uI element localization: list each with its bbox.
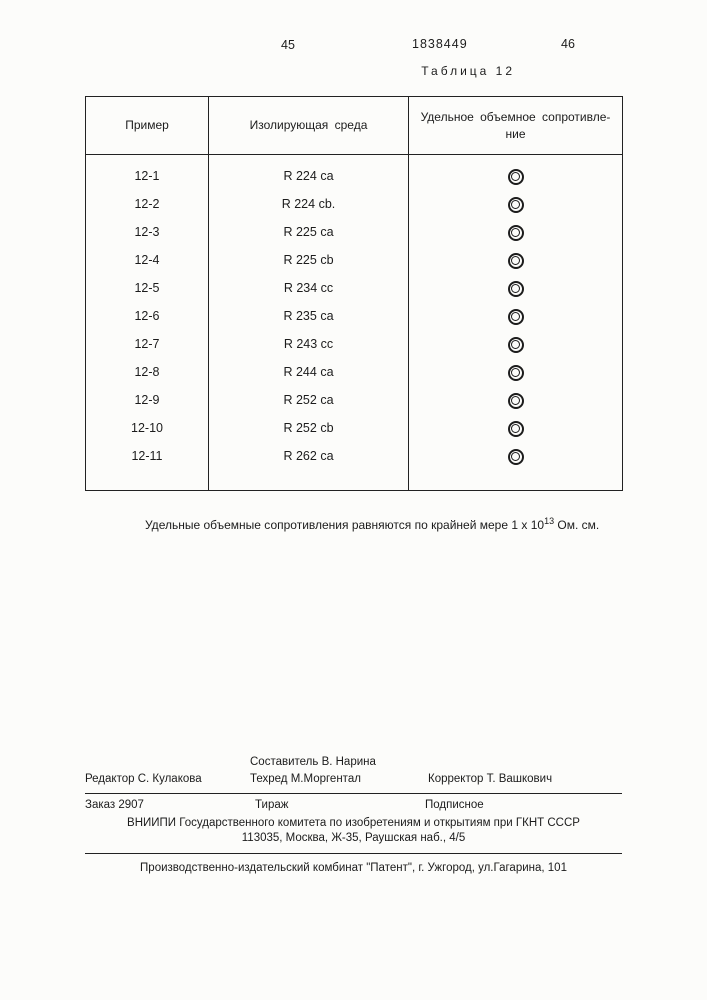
- table-row: [86, 387, 623, 415]
- resistance-cell: [409, 191, 623, 219]
- resistance-cell: [409, 359, 623, 387]
- resistance-cell: [409, 387, 623, 415]
- table-row: [86, 219, 623, 247]
- resistance-cell: [409, 443, 623, 491]
- medium-cell: R 243 cc: [209, 331, 409, 359]
- order-number: Заказ 2907: [85, 799, 144, 811]
- double-circle-icon: [508, 421, 524, 437]
- resistance-cell: [409, 415, 623, 443]
- table-row: [86, 331, 623, 359]
- medium-cell: R 235 ca: [209, 303, 409, 331]
- table-body: [86, 155, 623, 491]
- resistance-cell: [409, 219, 623, 247]
- techred-credit: Техред М.Моргентал: [250, 773, 361, 785]
- double-circle-icon: [508, 281, 524, 297]
- example-cell: 12-7: [134, 337, 160, 351]
- resistance-cell: [409, 303, 623, 331]
- table-head: [86, 97, 623, 155]
- double-circle-icon: [508, 449, 524, 465]
- vniipi-address: 113035, Москва, Ж-35, Раушская наб., 4/5: [241, 832, 466, 844]
- medium-cell: R 244 ca: [209, 359, 409, 387]
- table-row: [86, 443, 623, 491]
- double-circle-icon: [508, 225, 524, 241]
- publisher-line: Производственно-издательский комбинат "Патент", г. Ужгород, ул.Гагарина, 101: [140, 862, 567, 874]
- double-circle-icon: [508, 393, 524, 409]
- footer-row-credits: [85, 773, 622, 790]
- table-row: [86, 191, 623, 219]
- podpisnoe-label: Подписное: [425, 799, 484, 811]
- example-cell: 12-9: [134, 393, 160, 407]
- column-header-example: Пример: [86, 97, 209, 155]
- table-row: [86, 155, 623, 191]
- page-header: [85, 0, 622, 96]
- example-cell: 12-1: [134, 169, 160, 183]
- table-row: [86, 303, 623, 331]
- vniipi-line: ВНИИПИ Государственного комитета по изобретениям и открытиям при ГКНТ СССР: [127, 817, 580, 829]
- example-cell: 12-4: [134, 253, 160, 267]
- resistance-cell: [409, 155, 623, 191]
- resistance-cell: [409, 275, 623, 303]
- table-header-row: [86, 97, 623, 155]
- patent-number: 1838449: [412, 37, 468, 51]
- footer-row-compiler: [85, 756, 622, 773]
- medium-cell: R 252 cb: [209, 415, 409, 443]
- note-text-before: Удельные объемные сопротивления равняются по крайней мере 1 х 10: [145, 518, 545, 532]
- resistance-table: [85, 96, 623, 491]
- table-label: Таблица 12: [421, 64, 515, 78]
- table-row: [86, 275, 623, 303]
- resistance-note: [85, 518, 622, 532]
- note-text-after: Ом. см.: [554, 518, 600, 532]
- footer-divider-top: [85, 793, 622, 794]
- double-circle-icon: [508, 197, 524, 213]
- example-cell: 12-8: [134, 365, 160, 379]
- double-circle-icon: [508, 337, 524, 353]
- editor-credit: Редактор С. Кулакова: [85, 773, 202, 785]
- table-row: [86, 359, 623, 387]
- corrector-credit: Корректор Т. Вашкович: [428, 773, 553, 785]
- medium-cell: R 234 cc: [209, 275, 409, 303]
- example-cell: 12-3: [134, 225, 160, 239]
- resistance-cell: [409, 247, 623, 275]
- medium-cell: R 252 ca: [209, 387, 409, 415]
- page-number-left: 45: [281, 38, 295, 52]
- double-circle-icon: [508, 365, 524, 381]
- compiler-credit: Составитель В. Нарина: [250, 756, 376, 768]
- imprint-footer: [85, 756, 622, 876]
- medium-cell: R 224 ca: [209, 155, 409, 191]
- example-cell: 12-11: [131, 449, 163, 463]
- double-circle-icon: [508, 169, 524, 185]
- medium-cell: R 262 ca: [209, 443, 409, 491]
- example-cell: 12-10: [131, 421, 163, 435]
- column-header-resistance: Удельное объемное сопротивле- ние: [409, 97, 623, 155]
- example-cell: 12-6: [134, 309, 160, 323]
- resistance-cell: [409, 331, 623, 359]
- table-row: [86, 247, 623, 275]
- double-circle-icon: [508, 309, 524, 325]
- medium-cell: R 225 cb: [209, 247, 409, 275]
- footer-divider-bottom: [85, 853, 622, 854]
- example-cell: 12-2: [134, 197, 160, 211]
- medium-cell: R 224 cb.: [209, 191, 409, 219]
- note-exponent: 13: [544, 516, 555, 526]
- footer-row-order: [85, 799, 622, 816]
- double-circle-icon: [508, 253, 524, 269]
- example-cell: 12-5: [134, 281, 160, 295]
- tirazh-label: Тираж: [255, 799, 289, 811]
- medium-cell: R 225 ca: [209, 219, 409, 247]
- page-number-right: 46: [561, 37, 575, 51]
- column-header-medium: Изолирующая среда: [209, 97, 409, 155]
- table-row: [86, 415, 623, 443]
